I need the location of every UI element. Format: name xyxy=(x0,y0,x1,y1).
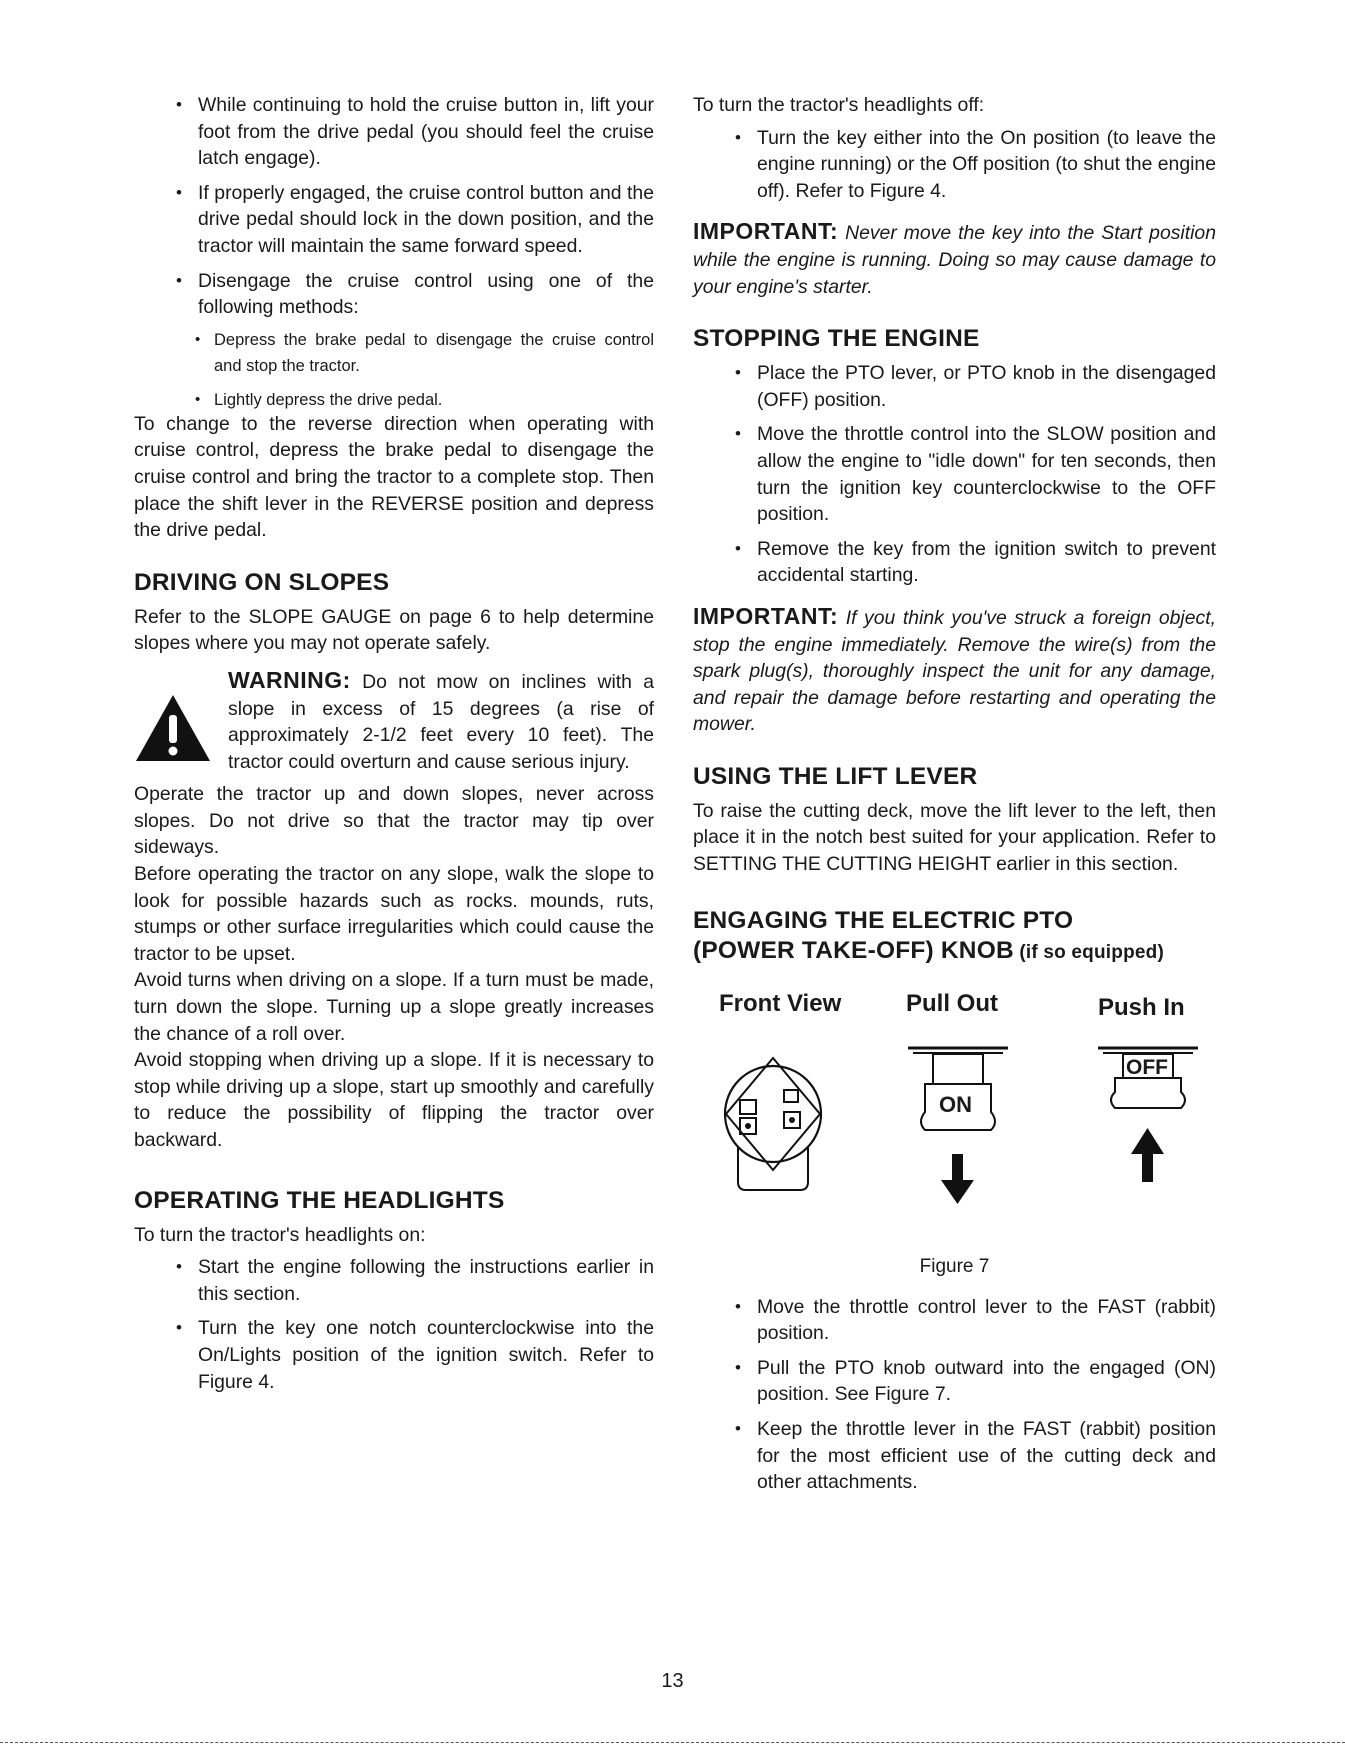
headlights-on-bullets xyxy=(198,1254,654,1395)
pto-knob-off-label: OFF xyxy=(1126,1055,1168,1079)
list-item: • Turn the key either into the On position (to leave the engine running) or the Off position (to shut the engine off). Refer to Figure 4. xyxy=(757,125,1216,205)
list-item: • Remove the key from the ignition switch to prevent accidental starting. xyxy=(757,536,1216,589)
slopes-intro: Refer to the SLOPE GAUGE on page 6 to help determine slopes where you may not operate safely. xyxy=(134,605,654,655)
warning-triangle-icon xyxy=(134,693,212,763)
pto-heading-line1: ENGAGING THE ELECTRIC PTO xyxy=(693,906,1074,934)
section-heading-headlights: OPERATING THE HEADLIGHTS xyxy=(134,1186,505,1214)
figure-label-push-in: Push In xyxy=(1098,993,1185,1021)
warning-text xyxy=(228,667,654,775)
section-heading-slopes: DRIVING ON SLOPES xyxy=(134,568,390,596)
important-body: If you think you've struck a foreign object, stop the engine immediately. Remove the wire(s) from the spark plug(s), thoroughly inspect the unit for any damage, and repair the damage before restarting and operating the mower. xyxy=(693,606,1216,736)
pto-heading-note: (if so equipped) xyxy=(1013,941,1164,963)
headlights-on-intro: To turn the tractor's headlights on: xyxy=(134,1223,426,1246)
important-body: Never move the key into the Start position while the engine is running. Doing so may cause damage to your engine's starter. xyxy=(693,222,1216,298)
important-label: IMPORTANT: xyxy=(693,218,839,245)
right-column xyxy=(693,92,1216,1504)
slope-paragraph: Before operating the tractor on any slope, walk the slope to look for possible hazards such as rocks. mounds, ruts, stumps or other surface irregularities which could cause the tractor to be upset. xyxy=(134,863,654,965)
lift-paragraph: To raise the cutting deck, move the lift lever to the left, then place it in the notch best suited for your application. Refer to SETTING THE CUTTING HEIGHT earlier in this section. xyxy=(693,799,1216,876)
pto-heading-line2: (POWER TAKE-OFF) KNOB xyxy=(693,936,1014,964)
slope-paragraph: Avoid turns when driving on a slope. If a turn must be made, turn down the slope. Turning up a slope greatly increases the chance of a roll over. xyxy=(134,969,654,1045)
cruise-bullets xyxy=(198,92,654,413)
list-item: • Place the PTO lever, or PTO knob in the disengaged (OFF) position. xyxy=(757,360,1216,413)
section-heading-lift-lever: USING THE LIFT LEVER xyxy=(693,762,978,790)
list-item: • Keep the throttle lever in the FAST (rabbit) position for the most efficient use of the cutting deck and other attachments. xyxy=(757,1416,1216,1496)
page-number: 13 xyxy=(661,1670,684,1692)
list-item: • If properly engaged, the cruise control button and the drive pedal should lock in the down position, and the tractor will maintain the same forward speed. xyxy=(198,180,654,260)
important-note xyxy=(693,603,1216,738)
reverse-paragraph: To change to the reverse direction when operating with cruise control, depress the brake pedal to disengage the cruise control and bring the tractor to a complete stop. Then place the shift lever in the REVERSE position and depress the drive pedal. xyxy=(134,412,654,542)
pto-bullets xyxy=(757,1294,1216,1496)
warning-body: Do not mow on inclines with a slope in excess of 15 degrees (a rise of approximately 2-1/2 feet every 10 feet). The tractor could overturn and cause serious injury. xyxy=(228,670,654,773)
bottom-rule xyxy=(0,1742,1345,1743)
list-item: • Turn the key one notch counterclockwise into the On/Lights position of the ignition switch. Refer to Figure 4. xyxy=(198,1315,654,1395)
list-item: • Start the engine following the instructions earlier in this section. xyxy=(198,1254,654,1307)
stopping-bullets xyxy=(757,360,1216,589)
list-item: • Move the throttle control lever to the FAST (rabbit) position. xyxy=(757,1294,1216,1347)
warning-label: WARNING: xyxy=(228,666,351,693)
left-column xyxy=(134,92,654,1403)
slope-paragraph: Operate the tractor up and down slopes, never across slopes. Do not drive so that the tractor may tip over sideways. xyxy=(134,783,654,859)
list-item: • Lightly depress the drive pedal. xyxy=(214,387,654,413)
figure-7 xyxy=(693,990,1216,1280)
cruise-sub-bullets xyxy=(174,327,654,413)
figure-label-front-view: Front View xyxy=(719,989,842,1017)
important-label: IMPORTANT: xyxy=(693,602,839,629)
warning-box xyxy=(134,667,654,775)
headlights-off-intro: To turn the tractor's headlights off: xyxy=(693,94,985,116)
pto-knob-push-in xyxy=(1093,1042,1203,1212)
figure-caption: Figure 7 xyxy=(919,1255,990,1277)
figure-label-pull-out: Pull Out xyxy=(906,989,998,1017)
section-heading-stopping: STOPPING THE ENGINE xyxy=(693,325,980,353)
important-note xyxy=(693,218,1216,300)
pto-knob-on-label: ON xyxy=(939,1091,972,1117)
pto-knob-front-view xyxy=(718,1042,828,1192)
pto-knob-pull-out xyxy=(903,1042,1013,1212)
list-item: • Depress the brake pedal to disengage the cruise control and stop the tractor. xyxy=(214,327,654,379)
slope-paragraph: Avoid stopping when driving up a slope. If it is necessary to stop while driving up a slope, start up smoothly and carefully to reduce the possibility of flipping the tractor over backward. xyxy=(134,1049,654,1151)
list-item xyxy=(198,268,654,413)
section-heading-pto xyxy=(693,906,1216,968)
list-item: • While continuing to hold the cruise button in, lift your foot from the drive pedal (you should feel the cruise latch engage). xyxy=(198,92,654,172)
list-item: • Move the throttle control into the SLOW position and allow the engine to "idle down" for ten seconds, then turn the ignition key counterclockwise to the OFF position. xyxy=(757,421,1216,527)
list-item: • Pull the PTO knob outward into the engaged (ON) position. See Figure 7. xyxy=(757,1355,1216,1408)
list-item-text: Disengage the cruise control using one of the following methods: xyxy=(198,269,654,319)
headlights-off-bullets xyxy=(757,125,1216,205)
